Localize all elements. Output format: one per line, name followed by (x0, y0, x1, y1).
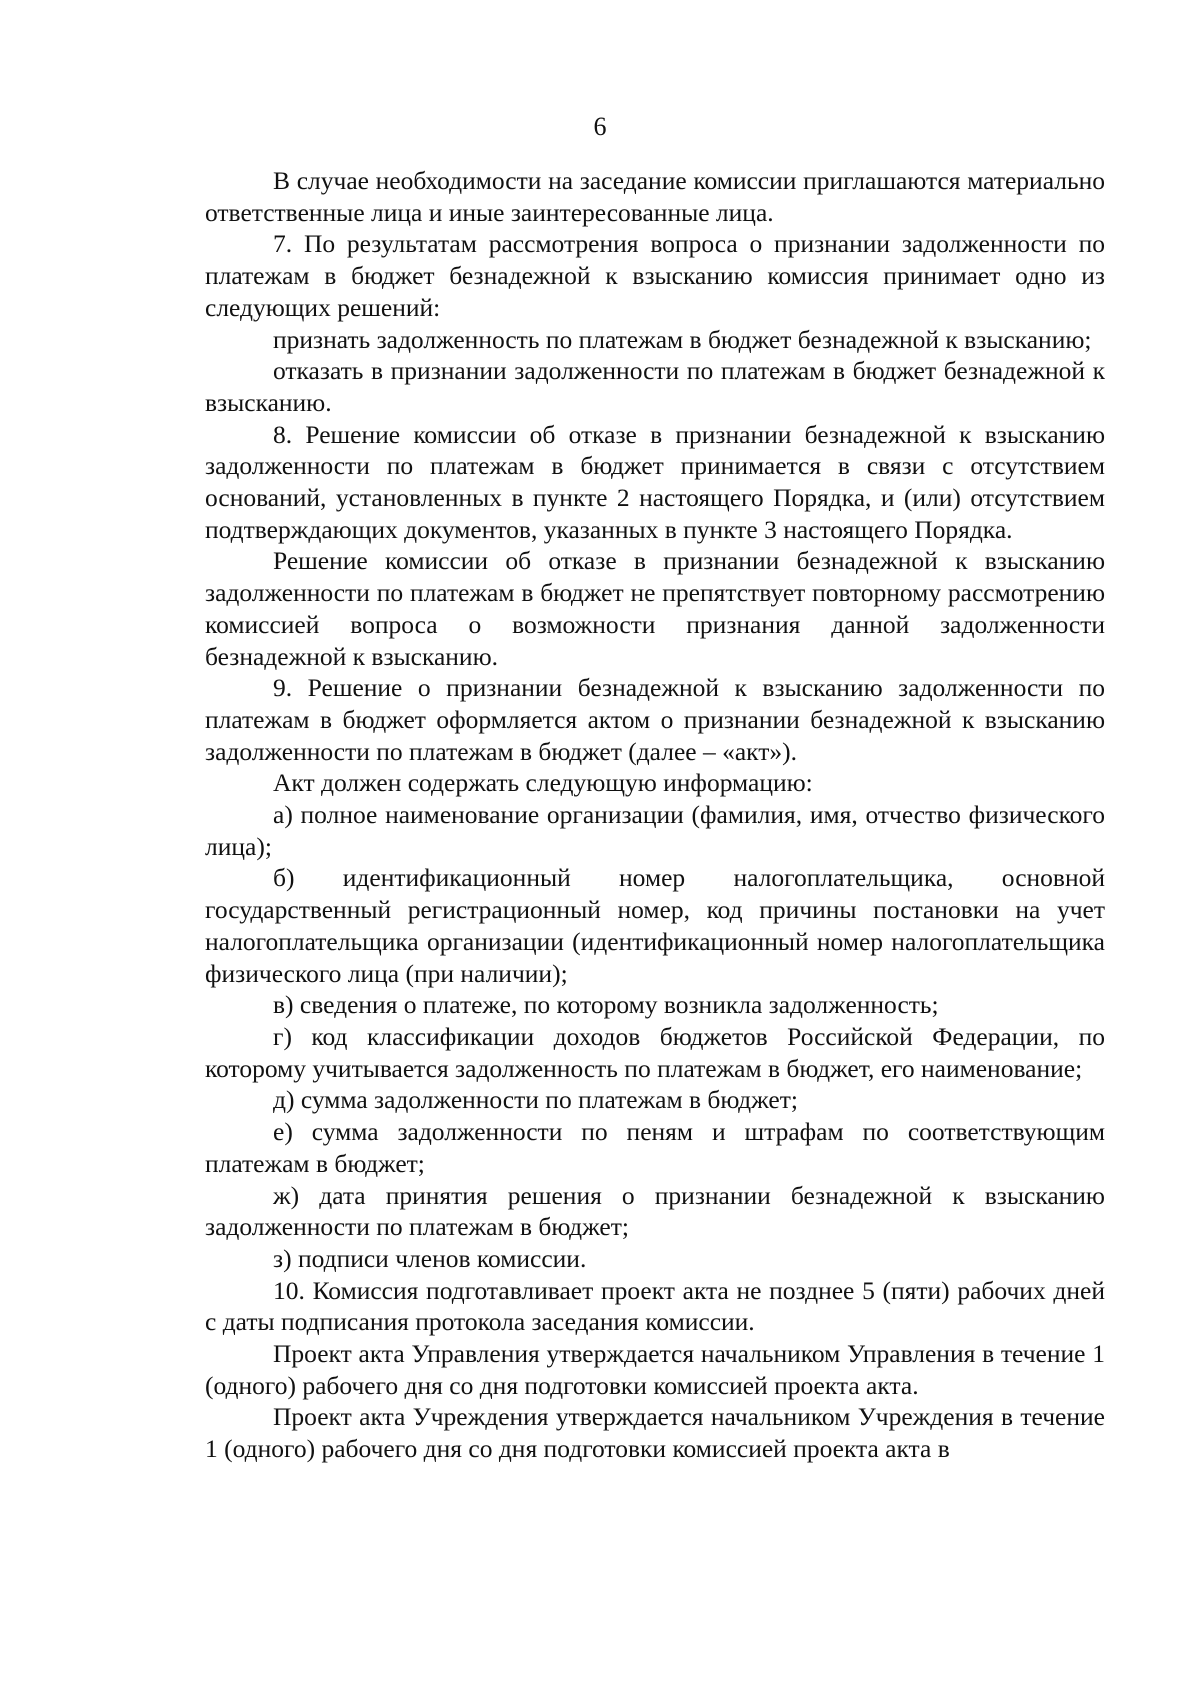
paragraph: В случае необходимости на заседание комиссии приглашаются материально ответственные лица и иные заинтересованные лица. (205, 166, 1105, 227)
document-body (205, 165, 1105, 1465)
paragraph: Решение комиссии об отказе в признании безнадежной к взысканию задолженности по платежам в бюджет не препятствует повторному рассмотрению комиссией вопроса о возможности признания данной задолженности безнадежной к взысканию. (205, 546, 1105, 671)
paragraph: б) идентификационный номер налогоплательщика, основной государственный регистрационный номер, код причины постановки на учет налогоплательщика организации (идентификационный номер налогоплательщика физического лица (при наличии); (205, 863, 1105, 988)
paragraph: в) сведения о платеже, по которому возникла задолженность; (273, 990, 939, 1020)
paragraph: г) код классификации доходов бюджетов Российской Федерации, по которому учитывается задолженность по платежам в бюджет, его наименование; (205, 1021, 1105, 1083)
paragraph: Проект акта Учреждения утверждается начальником Учреждения в течение 1 (одного) рабочего дня со дня подготовки комиссией проекта акта в (205, 1402, 1105, 1464)
paragraph: 10. Комиссия подготавливает проект акта не позднее 5 (пяти) рабочих дней с даты подписания протокола заседания комиссии. (205, 1275, 1105, 1337)
page-number: 6 (593, 112, 607, 141)
paragraph: признать задолженность по платежам в бюджет безнадежной к взысканию; (273, 324, 1092, 354)
paragraph: Акт должен содержать следующую информацию: (273, 768, 813, 798)
paragraph: Проект акта Управления утверждается начальником Управления в течение 1 (одного) рабочего дня со дня подготовки комиссией проекта акта. (205, 1339, 1105, 1400)
paragraph: е) сумма задолженности по пеням и штрафам по соответствующим платежам в бюджет; (205, 1117, 1105, 1178)
paragraph: отказать в признании задолженности по платежам в бюджет безнадежной к взысканию. (205, 356, 1105, 417)
paragraph: ж) дата принятия решения о признании безнадежной к взысканию задолженности по платежам в бюджет; (205, 1180, 1105, 1242)
paragraph: з) подписи членов комиссии. (273, 1243, 587, 1273)
paragraph: 8. Решение комиссии об отказе в признании безнадежной к взысканию задолженности по платежам в бюджет принимается в связи с отсутствием оснований, установленных в пункте 2 настоящего Порядка, и (или) отсутствием подтверждающих документов, указанных в пункте 3 настоящего Порядка. (205, 419, 1105, 544)
paragraph: 9. Решение о признании безнадежной к взысканию задолженности по платежам в бюджет оформляется актом о признании безнадежной к взысканию задолженности по платежам в бюджет (далее – «акт»). (205, 673, 1105, 766)
paragraph: д) сумма задолженности по платежам в бюджет; (273, 1085, 798, 1115)
paragraph: а) полное наименование организации (фамилия, имя, отчество физического лица); (205, 800, 1105, 861)
paragraph: 7. По результатам рассмотрения вопроса о признании задолженности по платежам в бюджет безнадежной к взысканию комиссия принимает одно из следующих решений: (205, 229, 1105, 322)
